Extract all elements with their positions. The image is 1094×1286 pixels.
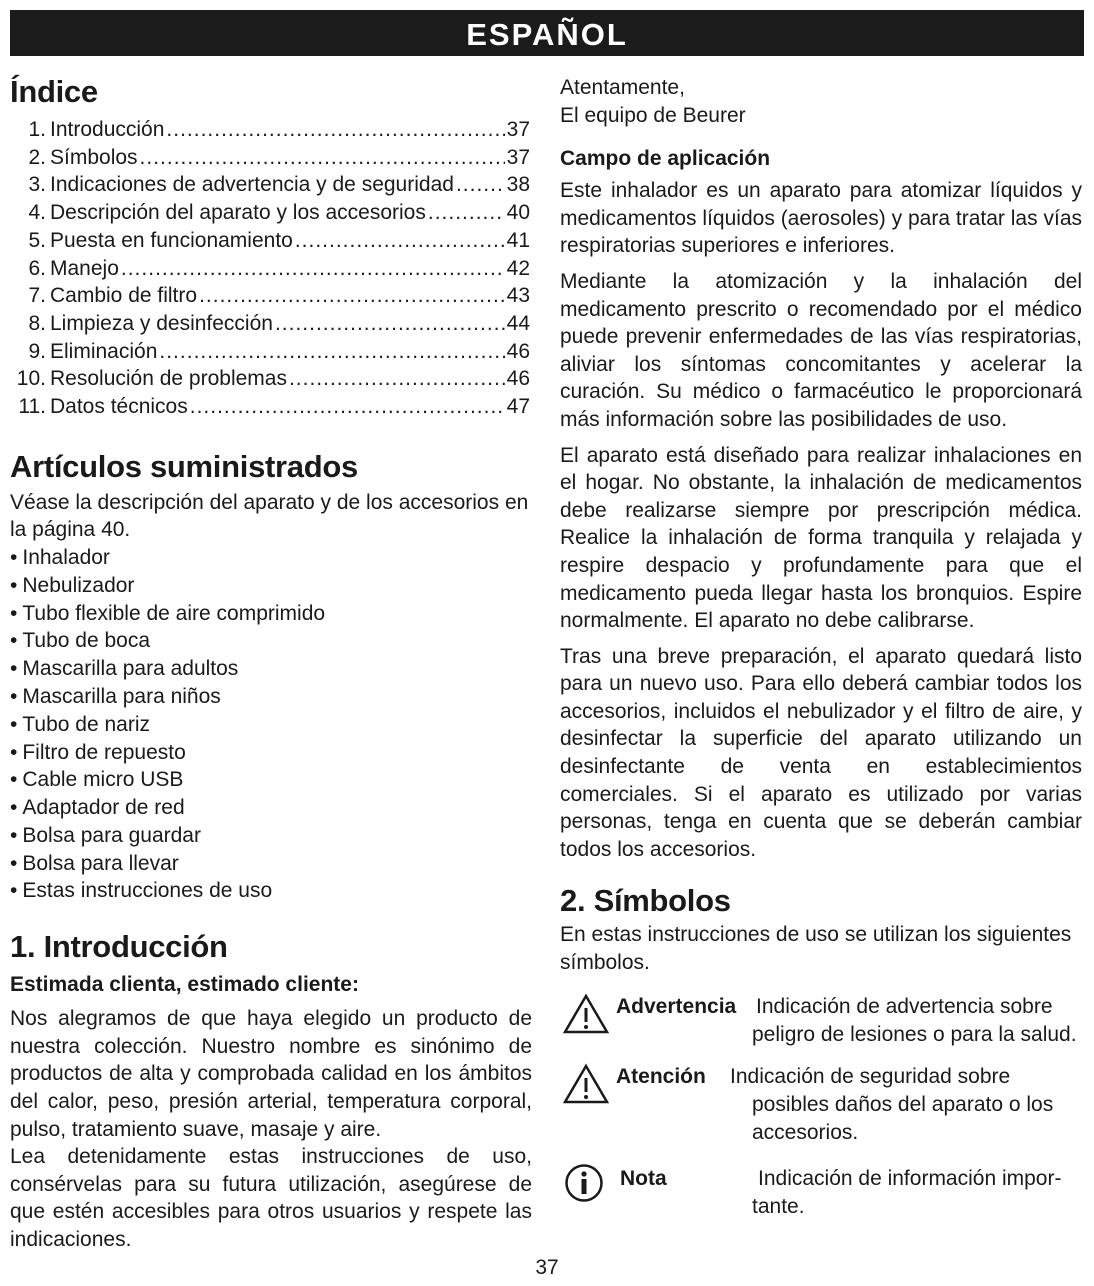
symbol-warning: [560, 991, 1082, 1061]
toc-entry-page: 46: [506, 367, 530, 391]
symbol-note: [560, 1163, 1082, 1233]
toc-entry: [10, 227, 530, 255]
application-paragraph-4: Tras una breve preparación, el aparato quedará listo para un nuevo uso. Para ello deberá cambiar todos los accesorios, incluidos el nebulizador y el filtro de aire, y desinfectar la superficie del aparato utilizando un desinfectante de venta en establecimientos comerciales. Si el aparato es utilizado por varias personas, tenga en cuenta que se deberán cambiar todos los accesorios.: [560, 644, 1082, 861]
list-item: • Nebulizador: [10, 572, 532, 600]
articles-intro: Véase la descripción del aparato y de los accesorios en la página 40.: [10, 490, 529, 542]
toc-entry-number: 7.: [28, 284, 46, 308]
toc-entry-page: 46: [506, 339, 530, 363]
toc-entry-label: Datos técnicos: [50, 395, 188, 419]
toc-entry-label: Resolución de problemas: [50, 367, 287, 391]
toc-entry-number: 8.: [28, 311, 46, 335]
table-of-contents: [10, 116, 532, 421]
list-item: • Mascarilla para niños: [10, 683, 532, 711]
application-paragraph-2: Mediante la atomización y la inhalación del medicamento prescrito o recomendado por el médico puede prevenir enfermedades de las vías respiratorias, aliviar los síntomas concomitantes y acelerar la curación. Su médico o farmacéutico le proporcionará más información sobre las posibilidades de uso.: [560, 269, 1082, 431]
toc-entry-leader: [295, 227, 505, 255]
list-item: • Adaptador de red: [10, 794, 532, 822]
symbol-caution-label: Atención: [616, 1064, 706, 1088]
symbol-warning-desc-1: Indicación de advertencia sobre: [756, 994, 1053, 1018]
closing-line-1: Atentamente,: [560, 76, 685, 99]
toc-entry-number: 10.: [16, 367, 46, 391]
toc-entry: [10, 365, 530, 393]
symbol-caution: [560, 1061, 1082, 1157]
list-item: • Tubo de nariz: [10, 711, 532, 739]
list-item: • Estas instrucciones de uso: [10, 877, 532, 905]
toc-entry-label: Eliminación: [50, 339, 158, 363]
language-banner: ESPAÑOL: [10, 10, 1084, 56]
toc-entry-number: 5.: [28, 228, 46, 252]
symbol-warning-label: Advertencia: [616, 994, 737, 1018]
introduction-paragraph-1: Nos alegramos de que haya elegido un producto de nuestra colección. Nuestro nombre es sinónimo de productos de alta y comprobada calidad en los ámbitos del calor, peso, presión arterial, temperatura corporal, pulso, tratamiento suave, masaje y aire.: [10, 1007, 532, 1141]
toc-entry-label: Puesta en funcionamiento: [50, 228, 293, 252]
application-paragraph-1: Este inhalador es un aparato para atomizar líquidos y medicamentos líquidos (aerosoles) y para tratar las vías respiratorias superiores e inferiores.: [560, 179, 1082, 258]
symbol-warning-desc-2: peligro de lesiones o para la salud.: [752, 1022, 1077, 1046]
introduction-subtitle: Estimada clienta, estimado cliente:: [10, 973, 359, 997]
symbol-caution-desc-2: posibles daños del aparato o los accesorios.: [752, 1092, 1054, 1144]
warning-triangle-icon: [562, 1063, 610, 1110]
toc-entry-page: 41: [506, 228, 530, 252]
toc-entry-number: 3.: [28, 173, 46, 197]
toc-entry: [10, 338, 530, 366]
application-title: Campo de aplicación: [560, 147, 771, 171]
toc-entry-page: 47: [506, 395, 530, 419]
toc-entry-leader: [140, 144, 505, 172]
toc-entry-number: 2.: [28, 145, 46, 169]
list-item: • Mascarilla para adultos: [10, 655, 532, 683]
toc-entry-page: 38: [506, 173, 530, 197]
list-item: • Cable micro USB: [10, 766, 532, 794]
list-item: • Bolsa para guardar: [10, 822, 532, 850]
toc-entry-leader: [289, 365, 505, 393]
list-item: • Tubo de boca: [10, 627, 532, 655]
symbols-title: 2. Símbolos: [560, 883, 731, 919]
articles-title: Artículos suministrados: [10, 448, 358, 484]
toc-entry: [10, 144, 530, 172]
list-item: • Inhalador: [10, 544, 532, 572]
list-item: • Bolsa para llevar: [10, 850, 532, 878]
toc-entry-leader: [190, 393, 505, 421]
toc-entry-leader: [428, 199, 505, 227]
introduction-paragraph-2: Lea detenidamente estas instrucciones de uso, consérvelas para su futura utilización, asegúrese de que estén accesibles para otros usuarios y respete las indicaciones.: [10, 1145, 532, 1252]
info-circle-icon: [564, 1163, 604, 1208]
toc-entry-label: Introducción: [50, 118, 165, 141]
toc-entry-number: 11.: [18, 395, 46, 419]
toc-entry-page: 37: [506, 118, 530, 141]
list-item: • Filtro de repuesto: [10, 739, 532, 767]
symbols-intro: En estas instrucciones de uso se utilizan los siguientes símbolos.: [560, 923, 1072, 975]
introduction-title: 1. Introducción: [10, 929, 228, 965]
toc-entry-label: Símbolos: [50, 145, 138, 169]
toc-entry-leader: [166, 116, 504, 144]
right-column: [560, 74, 1082, 1233]
symbol-note-desc-2: tante.: [752, 1194, 805, 1218]
toc-entry-label: Cambio de filtro: [50, 284, 198, 308]
toc-entry-number: 9.: [28, 339, 46, 363]
toc-entry: [10, 255, 530, 283]
toc-entry-label: Indicaciones de advertencia y de seguridad: [50, 173, 454, 197]
toc-entry: [10, 199, 530, 227]
toc-entry-number: 4.: [28, 201, 46, 225]
toc-entry-leader: [159, 338, 504, 366]
toc-entry-page: 40: [506, 201, 530, 225]
toc-entry: [10, 282, 530, 310]
toc-entry-leader: [275, 310, 505, 338]
index-title: Índice: [10, 74, 98, 109]
toc-entry-number: 6.: [28, 256, 46, 280]
toc-entry-label: Manejo: [50, 256, 119, 280]
toc-entry-page: 43: [506, 284, 530, 308]
symbol-note-label: Nota: [620, 1166, 667, 1190]
toc-entry-leader: [199, 282, 505, 310]
articles-list: [10, 544, 532, 905]
toc-entry-label: Descripción del aparato y los accesorios: [50, 201, 426, 225]
toc-entry-leader: [456, 171, 505, 199]
symbol-caution-desc-1: Indicación de seguridad sobre: [730, 1064, 1011, 1088]
toc-entry-label: Limpieza y desinfección: [50, 311, 273, 335]
symbols-list: [560, 991, 1082, 1233]
toc-entry-leader: [121, 255, 505, 283]
toc-entry: [10, 116, 530, 144]
toc-entry: [10, 171, 530, 199]
left-column: [10, 72, 532, 1254]
application-paragraph-3: El aparato está diseñado para realizar inhalaciones en el hogar. No obstante, la inhalación de medicamentos debe realizarse siempre por prescripción médica. Realice la inhalación de forma tranquila y relajada y respire despacio y profundamente para que el medicamento pueda llegar hasta los bronquios. Espire normalmente. El aparato no debe calibrarse.: [560, 443, 1082, 633]
toc-entry-number: 1.: [28, 118, 46, 141]
toc-entry-page: 42: [506, 256, 530, 280]
page-number: 37: [535, 1256, 559, 1279]
toc-entry: [10, 310, 530, 338]
toc-entry: [10, 393, 530, 421]
toc-entry-page: 37: [506, 145, 530, 169]
closing-line-2: El equipo de Beurer: [560, 103, 746, 127]
warning-triangle-icon: [562, 993, 610, 1040]
list-item: • Tubo flexible de aire comprimido: [10, 600, 532, 628]
toc-entry-page: 44: [506, 311, 530, 335]
symbol-note-desc-1: Indicación de información impor-: [758, 1166, 1062, 1190]
